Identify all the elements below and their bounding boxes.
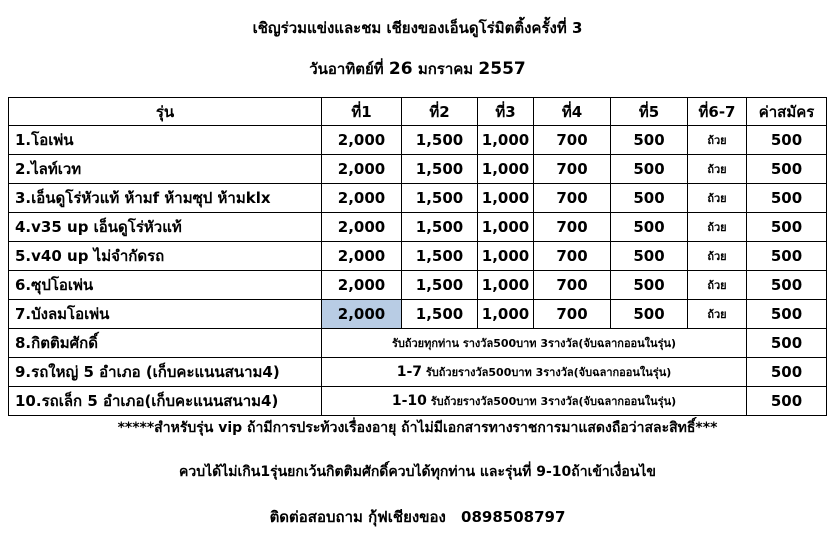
event-title: เชิญร่วมแข่งและชม เชียงของเอ็นดูโร่มิตติ้งครั้งที่ 3	[252, 19, 583, 37]
place-6-7-cell[interactable]: ถ้วย	[688, 271, 747, 300]
place-6-7-cell[interactable]: ถ้วย	[688, 184, 747, 213]
place-4-cell[interactable]: 700	[534, 242, 611, 271]
header-place-6-7: ที่6-7	[688, 98, 747, 126]
place-5-cell[interactable]: 500	[611, 242, 688, 271]
place-1-cell[interactable]: 2,000	[322, 271, 402, 300]
class-name-cell[interactable]: 7.บังลมโอเพ่น	[9, 300, 322, 329]
fee-cell[interactable]: 500	[747, 271, 827, 300]
table-row	[9, 300, 827, 329]
place-2-cell[interactable]: 1,500	[402, 242, 478, 271]
place-1-cell[interactable]: 2,000	[322, 126, 402, 155]
prize-table	[8, 97, 827, 416]
place-3-cell[interactable]: 1,000	[478, 213, 534, 242]
place-5-cell[interactable]: 500	[611, 126, 688, 155]
place-2-cell[interactable]: 1,500	[402, 155, 478, 184]
place-6-7-cell[interactable]: ถ้วย	[688, 213, 747, 242]
place-5-cell[interactable]: 500	[611, 271, 688, 300]
class-name-cell[interactable]: 10.รถเล็ก 5 อำเภอ(เก็บคะแนนสนาม4)	[9, 387, 322, 416]
fee-cell[interactable]: 500	[747, 155, 827, 184]
place-6-7-cell[interactable]: ถ้วย	[688, 155, 747, 184]
place-1-cell[interactable]: 2,000	[322, 213, 402, 242]
place-3-cell[interactable]: 1,000	[478, 271, 534, 300]
fee-cell[interactable]: 500	[747, 300, 827, 329]
place-3-cell[interactable]: 1,000	[478, 155, 534, 184]
place-2-cell[interactable]: 1,500	[402, 213, 478, 242]
place-4-cell[interactable]: 700	[534, 126, 611, 155]
place-4-cell[interactable]: 700	[534, 213, 611, 242]
place-4-cell[interactable]: 700	[534, 155, 611, 184]
class-name-cell[interactable]: 6.ซุปโอเพ่น	[9, 271, 322, 300]
table-row	[9, 213, 827, 242]
place-4-cell[interactable]: 700	[534, 300, 611, 329]
class-name-cell[interactable]: 4.v35 up เอ็นดูโร่หัวแท้	[9, 213, 322, 242]
place-3-cell[interactable]: 1,000	[478, 184, 534, 213]
vip-note: *****สำหรับรุ่น vip ถ้ามีการประท้วงเรื่องอายุ ถ้าไม่มีเอกสารทางราชการมาแสดงถือว่าสละสิทธิ์***	[117, 420, 718, 436]
prize-description: รับถ้วยรางวัล500บาท 3รางวัล(จับฉลากออนในรุ่น)	[422, 366, 672, 379]
place-4-cell[interactable]: 700	[534, 271, 611, 300]
place-6-7-cell[interactable]: ถ้วย	[688, 242, 747, 271]
fee-cell[interactable]: 500	[747, 242, 827, 271]
fee-cell[interactable]: 500	[747, 126, 827, 155]
class-name-cell[interactable]: 2.ไลท์เวท	[9, 155, 322, 184]
place-6-7-cell[interactable]: ถ้วย	[688, 126, 747, 155]
table-row	[9, 387, 827, 416]
place-3-cell[interactable]: 1,000	[478, 300, 534, 329]
entry-rule: ควบได้ไม่เกิน1รุ่นยกเว้นกิตติมศักดิ์ควบได้ทุกท่าน และรุ่นที่ 9-10ถ้าเข้าเงื่อนไข	[178, 464, 657, 480]
place-range: 1-7	[396, 364, 423, 380]
class-name-cell[interactable]: 9.รถใหญ่ 5 อำเภอ (เก็บคะแนนสนาม4)	[9, 358, 322, 387]
table-row	[9, 329, 827, 358]
fee-cell[interactable]: 500	[747, 184, 827, 213]
prize-description-cell[interactable]	[322, 329, 747, 358]
class-name-cell[interactable]: 1.โอเพ่น	[9, 126, 322, 155]
contact-label: ติดต่อสอบถาม กุ้ฟเชียงของ	[269, 508, 446, 526]
fee-cell[interactable]: 500	[747, 213, 827, 242]
event-date	[0, 57, 835, 81]
header-place-5: ที่5	[611, 98, 688, 126]
date-year: 2557	[478, 59, 526, 79]
prize-description: รับถ้วยรางวัล500บาท 3รางวัล(จับฉลากออนในรุ่น)	[426, 395, 677, 408]
table-row	[9, 358, 827, 387]
prize-description: รับถ้วยทุกท่าน รางวัล500บาท 3รางวัล(จับฉลากออนในรุ่น)	[391, 337, 677, 350]
place-5-cell[interactable]: 500	[611, 300, 688, 329]
place-5-cell[interactable]: 500	[611, 213, 688, 242]
header-place-1: ที่1	[322, 98, 402, 126]
place-2-cell[interactable]: 1,500	[402, 126, 478, 155]
prize-description-cell[interactable]	[322, 358, 747, 387]
place-2-cell[interactable]: 1,500	[402, 271, 478, 300]
place-3-cell[interactable]: 1,000	[478, 242, 534, 271]
place-5-cell[interactable]: 500	[611, 184, 688, 213]
header-place-2: ที่2	[402, 98, 478, 126]
place-4-cell[interactable]: 700	[534, 184, 611, 213]
place-range: 1-10	[391, 393, 427, 409]
table-row	[9, 271, 827, 300]
place-5-cell[interactable]: 500	[611, 155, 688, 184]
table-row	[9, 126, 827, 155]
fee-cell[interactable]: 500	[747, 387, 827, 416]
class-name-cell[interactable]: 5.v40 up ไม่จำกัดรถ	[9, 242, 322, 271]
contact-line	[0, 505, 835, 529]
place-1-cell[interactable]: 2,000	[322, 242, 402, 271]
place-3-cell[interactable]: 1,000	[478, 126, 534, 155]
header-place-3: ที่3	[478, 98, 534, 126]
table-row	[9, 155, 827, 184]
contact-phone: 0898508797	[461, 508, 566, 526]
fee-cell[interactable]: 500	[747, 329, 827, 358]
header-row	[9, 98, 827, 126]
date-prefix: วันอาทิตย์ที่	[309, 60, 384, 78]
header-class: รุ่น	[9, 98, 322, 126]
fee-cell[interactable]: 500	[747, 358, 827, 387]
place-1-cell[interactable]: 2,000	[322, 184, 402, 213]
header-fee: ค่าสมัคร	[747, 98, 827, 126]
place-6-7-cell[interactable]: ถ้วย	[688, 300, 747, 329]
prize-description-cell[interactable]	[322, 387, 747, 416]
header-place-4: ที่4	[534, 98, 611, 126]
place-2-cell[interactable]: 1,500	[402, 300, 478, 329]
place-2-cell[interactable]: 1,500	[402, 184, 478, 213]
place-1-cell[interactable]: 2,000	[322, 300, 402, 329]
date-day: 26	[388, 59, 413, 79]
place-1-cell[interactable]: 2,000	[322, 155, 402, 184]
table-row	[9, 184, 827, 213]
class-name-cell[interactable]: 3.เอ็นดูโร่หัวแท้ ห้ามf ห้ามซุป ห้ามklx	[9, 184, 322, 213]
date-month: มกราคม	[417, 60, 474, 78]
table-row	[9, 242, 827, 271]
class-name-cell[interactable]: 8.กิตติมศักดิ์	[9, 329, 322, 358]
